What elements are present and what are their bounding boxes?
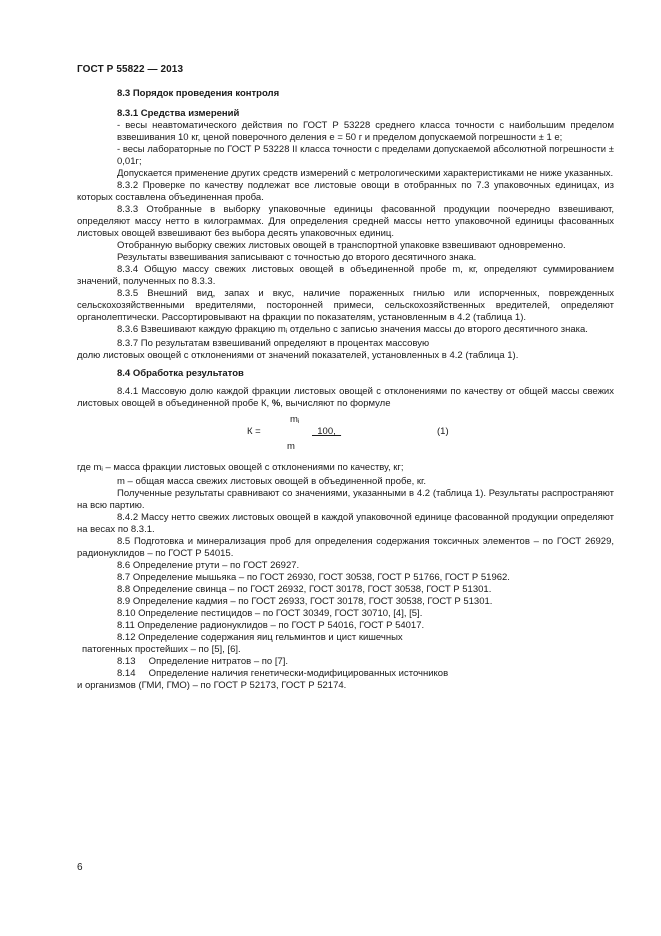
- subsection-8-3-1-title: 8.3.1 Средства измерений: [117, 108, 240, 119]
- paragraph: Допускается применение других средств измерений с метрологическими характеристиками не ниже указанных.: [117, 168, 614, 179]
- formula-fraction-line: 100,: [312, 426, 342, 437]
- paragraph-8-3-3: 8.3.3 Отобранные в выборку упаковочные единицы фасованной продукции поочередно взвешивают, определяют массу нетто в килограммах. Для определения средней массы нетто упаковочной единицы фасованных листовых овощей взвешивают без выбора десять упаковочных единиц.: [77, 204, 614, 239]
- formula-number: (1): [437, 426, 449, 437]
- paragraph-8-4-2: 8.4.2 Массу нетто свежих листовых овощей в каждой упаковочной единице фасованной продукции определяют на весах по 8.3.1.: [77, 512, 614, 535]
- formula-denominator: m: [287, 441, 295, 452]
- paragraph: - весы лабораторные по ГОСТ Р 53228 II класса точности с пределами допускаемой абсолютной погрешности ± 0,01г;: [117, 144, 614, 167]
- paragraph-8-8: 8.8 Определение свинца – по ГОСТ 26932, ГОСТ 30178, ГОСТ 30538, ГОСТ Р 51301.: [117, 584, 492, 595]
- paragraph-8-14: 8.14 Определение наличия генетически-модифицированных источников: [117, 668, 449, 679]
- paragraph-where: где mi – масса фракции листовых овощей с отклонениями по качеству, кг;: [77, 462, 404, 473]
- document-body: [77, 88, 614, 692]
- paragraph-8-3-2: 8.3.2 Проверке по качеству подлежат все листовые овощи в отобранных по 7.3 упаковочных единицах, из которых составлена объединенная проба.: [77, 180, 614, 203]
- page-number: 6: [77, 862, 83, 873]
- paragraph-8-3-7: 8.3.7 По результатам взвешиваний определяют в процентах массовую: [117, 338, 430, 349]
- paragraph-results: Результаты взвешивания записывают с точностью до второго десятичного знака.: [117, 252, 477, 263]
- paragraph-8-3-4: 8.3.4 Общую массу свежих листовых овощей в объединенной пробе m, кг, определяют суммированием значений, полученных по 8.3.3.: [77, 264, 614, 287]
- paragraph-8-7: 8.7 Определение мышьяка – по ГОСТ 26930, ГОСТ 30538, ГОСТ Р 51766, ГОСТ Р 51962.: [117, 572, 510, 583]
- paragraph-8-4-1: 8.4.1 Массовую долю каждой фракции листовых овощей с отклонениями по качеству от общей массы свежих листовых овощей в объединенной пробе К, %, вычисляют по формуле: [77, 386, 614, 409]
- paragraph-8-3-7-continued: долю листовых овощей с отклонениями от значений показателей, установленных в 4.2 (таблица 1).: [77, 350, 519, 361]
- paragraph-8-9: 8.9 Определение кадмия – по ГОСТ 26933, ГОСТ 30178, ГОСТ 30538, ГОСТ Р 51301.: [117, 596, 493, 607]
- formula-1: [117, 410, 614, 454]
- paragraph-where-m: m – общая масса свежих листовых овощей в объединенной пробе, кг.: [117, 476, 426, 487]
- paragraph-8-5: 8.5 Подготовка и минерализация проб для определения содержания токсичных элементов – по ГОСТ 26929, радионуклидов – по ГОСТ Р 54015.: [77, 536, 614, 559]
- paragraph-8-12-continued: патогенных простейших – по [5], [6].: [82, 644, 241, 655]
- standard-header: ГОСТ Р 55822 — 2013: [77, 64, 184, 75]
- paragraph-transport: Отобранную выборку свежих листовых овощей в транспортной упаковке взвешивают одновременно.: [117, 240, 566, 251]
- paragraph-8-11: 8.11 Определение радионуклидов – по ГОСТ Р 54016, ГОСТ Р 54017.: [117, 620, 425, 631]
- section-8-4-title: 8.4 Обработка результатов: [117, 368, 244, 379]
- paragraph-8-3-6: 8.3.6 Взвешивают каждую фракцию mi отдельно с записью значения массы до второго десятичного знака.: [117, 324, 588, 335]
- section-8-3-title: 8.3 Порядок проведения контроля: [117, 88, 280, 99]
- paragraph: - весы неавтоматического действия по ГОСТ Р 53228 среднего класса точности с наибольшим пределом взвешивания 10 кг, ценой поверочного деления е = 50 г и пределом допускаемой погрешности ± 1 е;: [117, 120, 614, 143]
- paragraph-8-13: 8.13 Определение нитратов – по [7].: [117, 656, 289, 667]
- paragraph-8-6: 8.6 Определение ртути – по ГОСТ 26927.: [117, 560, 300, 571]
- paragraph-8-14-continued: и организмов (ГМИ, ГМО) – по ГОСТ Р 52173, ГОСТ Р 52174.: [77, 680, 347, 691]
- paragraph-obtained: Полученные результаты сравнивают со значениями, указанными в 4.2 (таблица 1). Результаты распространяют на всю партию.: [77, 488, 614, 511]
- paragraph-8-12: 8.12 Определение содержания яиц гельминтов и цист кишечных: [117, 632, 403, 643]
- formula-numerator: mi: [290, 414, 300, 425]
- formula-lhs: К =: [247, 426, 261, 437]
- paragraph-8-10: 8.10 Определение пестицидов – по ГОСТ 30349, ГОСТ 30710, [4], [5].: [117, 608, 423, 619]
- paragraph-8-3-5: 8.3.5 Внешний вид, запах и вкус, наличие пораженных гнилью или испорченных, поврежденных сельскохозяйственными вредителями, посторонней примеси, сельскохозяйственных вредителей, определяют органолептически. Рассортировывают на фракции по показателям, установленным в 4.2 (таблица 1).: [77, 288, 614, 323]
